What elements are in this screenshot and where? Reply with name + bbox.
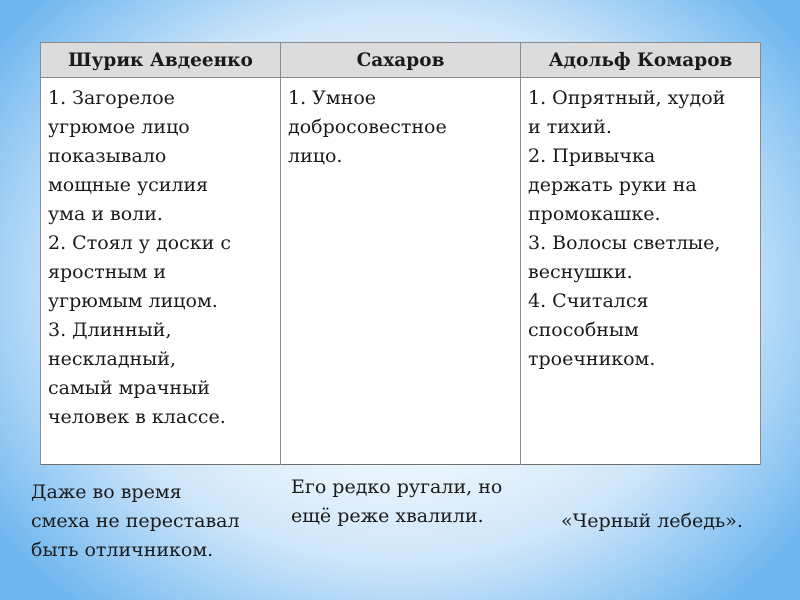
cell-line: 2. Привычка <box>528 145 656 167</box>
cell-avdeenko <box>41 78 281 465</box>
cell-line: мощные усилия <box>48 174 209 196</box>
cell-line: ума и воли. <box>48 203 163 225</box>
cell-line: 3. Длинный, <box>48 319 172 341</box>
note-avdeenko <box>31 478 240 565</box>
note-komarov <box>561 507 743 536</box>
cell-line: 1. Умное <box>288 87 377 109</box>
header-avdeenko: Шурик Авдеенко <box>41 43 281 78</box>
note-line: Даже во время <box>31 481 182 503</box>
cell-line: способным <box>528 319 639 341</box>
note-line: ещё реже хвалили. <box>291 505 484 527</box>
cell-line: нескладный, <box>48 348 177 370</box>
cell-line: добросовестное <box>288 116 447 138</box>
cell-line: 2. Стоял у доски с <box>48 232 231 254</box>
table-header-row <box>41 43 761 78</box>
cell-line: угрюмым лицом. <box>48 290 218 312</box>
cell-line: самый мрачный <box>48 377 210 399</box>
cell-line: лицо. <box>288 145 343 167</box>
header-sakharov: Сахаров <box>281 43 521 78</box>
cell-line: троечником. <box>528 348 656 370</box>
cell-line: 4. Считался <box>528 290 649 312</box>
cell-line: яростным и <box>48 261 167 283</box>
cell-komarov <box>521 78 761 465</box>
note-sakharov <box>291 473 502 531</box>
cell-line: 3. Волосы светлые, <box>528 232 721 254</box>
cell-line: и тихий. <box>528 116 612 138</box>
cell-line: 1. Загорелое <box>48 87 175 109</box>
note-line: «Черный лебедь». <box>561 510 743 532</box>
note-line: Его редко ругали, но <box>291 476 503 498</box>
note-line: быть отличником. <box>31 539 214 561</box>
cell-sakharov <box>281 78 521 465</box>
table-row <box>41 78 761 465</box>
note-line: смеха не переставал <box>31 510 240 532</box>
header-komarov: Адольф Комаров <box>521 43 761 78</box>
cell-line: угрюмое лицо <box>48 116 190 138</box>
cell-line: показывало <box>48 145 167 167</box>
cell-line: веснушки. <box>528 261 633 283</box>
cell-line: промокашке. <box>528 203 661 225</box>
cell-line: 1. Опрятный, худой <box>528 87 726 109</box>
characters-table <box>40 42 761 465</box>
cell-line: держать руки на <box>528 174 697 196</box>
cell-line: человек в классе. <box>48 406 226 428</box>
